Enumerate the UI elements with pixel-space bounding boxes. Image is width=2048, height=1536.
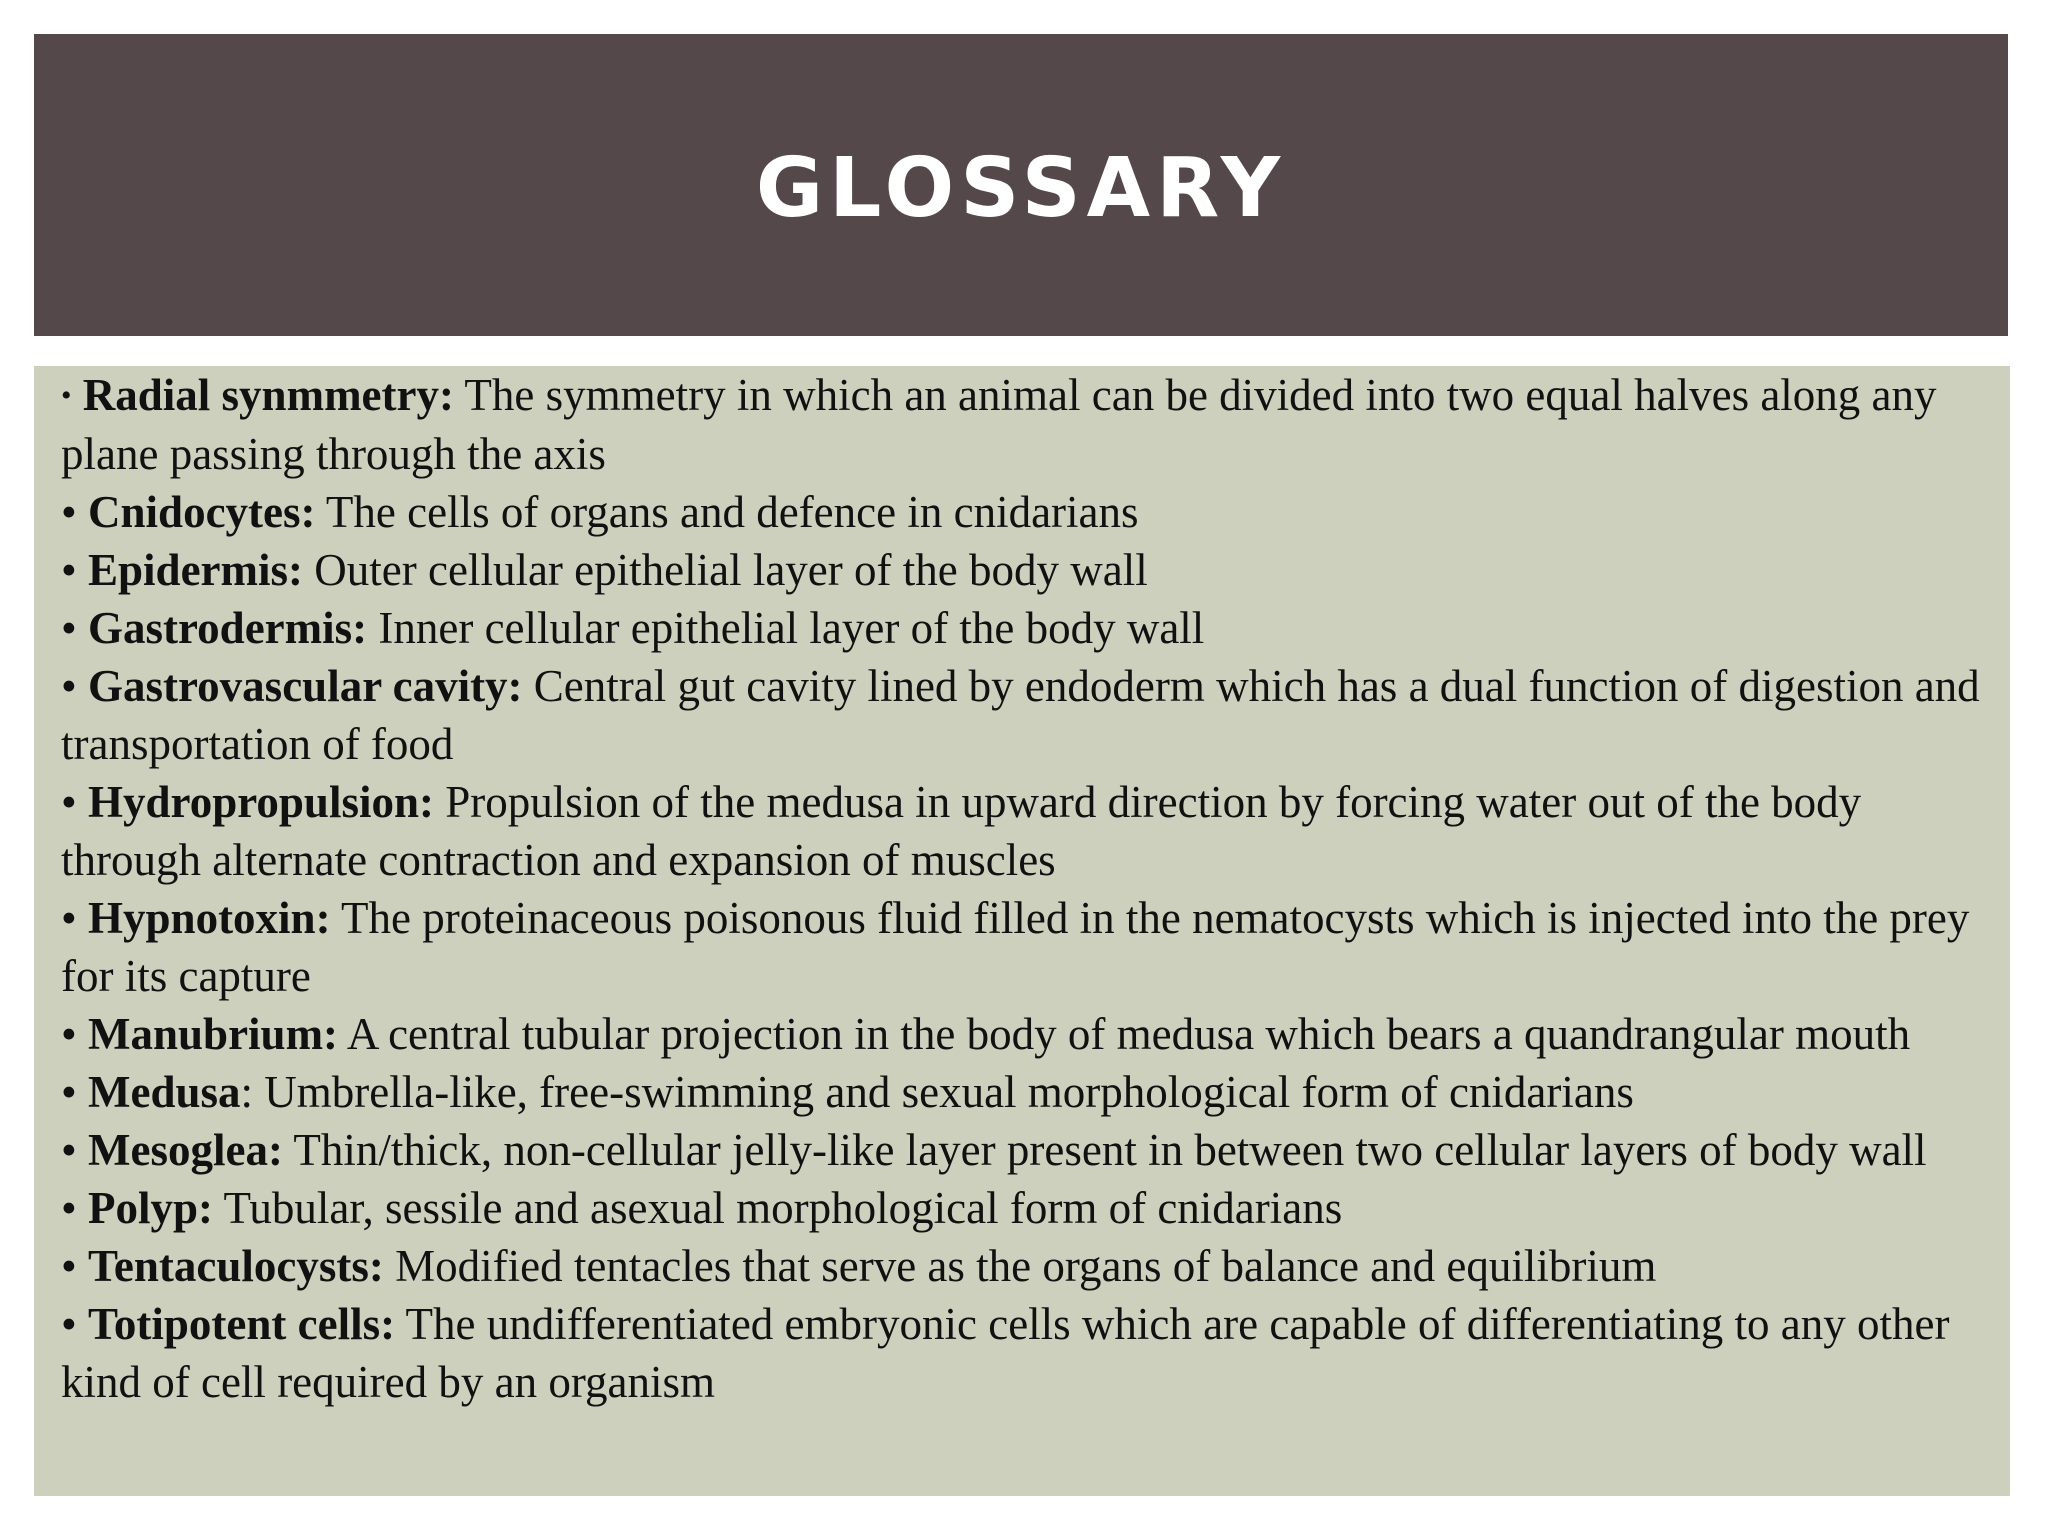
bullet: • <box>61 777 77 827</box>
glossary-definition: Thin/thick, non-cellular jelly-like layer present in between two cellular layers of body wall <box>282 1125 1927 1175</box>
glossary-definition: Central gut cavity lined by endoderm which has a dual function of digestion and transportation of food <box>61 661 1980 769</box>
bullet: • <box>61 1241 77 1291</box>
glossary-entry-mesoglea <box>61 1121 2011 1179</box>
glossary-entry-hypnotoxin <box>61 889 2011 1005</box>
glossary-term: Mesoglea: <box>88 1125 283 1175</box>
glossary-list <box>61 366 2011 1411</box>
bullet: • <box>61 661 77 711</box>
glossary-definition: Tubular, sessile and asexual morphological form of cnidarians <box>213 1183 1343 1233</box>
glossary-definition: : Umbrella-like, free-swimming and sexual morphological form of cnidarians <box>240 1067 1634 1117</box>
glossary-entry-medusa <box>61 1063 2011 1121</box>
glossary-entry-manubrium <box>61 1005 2011 1063</box>
glossary-term: Hydropropulsion: <box>88 777 434 827</box>
glossary-term: Cnidocytes: <box>88 487 316 537</box>
bullet: • <box>61 1183 77 1233</box>
bullet: • <box>61 545 77 595</box>
slide-header <box>34 34 2008 336</box>
glossary-entry-cnidocytes <box>61 483 2011 541</box>
glossary-definition: Modified tentacles that serve as the organs of balance and equilibrium <box>383 1241 1657 1291</box>
glossary-entry-tentaculocysts <box>61 1237 2011 1295</box>
glossary-definition: The cells of organs and defence in cnidarians <box>315 487 1139 537</box>
glossary-definition: Outer cellular epithelial layer of the body wall <box>303 545 1148 595</box>
bullet: • <box>61 1299 77 1349</box>
glossary-term: Hypnotoxin: <box>88 893 331 943</box>
glossary-term: Manubrium: <box>88 1009 339 1059</box>
glossary-definition: The undifferentiated embryonic cells which are capable of differentiating to any other kind of cell required by an organism <box>61 1299 1950 1407</box>
glossary-entry-radial-symmetry <box>61 366 2011 483</box>
glossary-definition: The symmetry in which an animal can be divided into two equal halves along any plane passing through the axis <box>61 370 1937 479</box>
glossary-term: Epidermis: <box>88 545 304 595</box>
glossary-definition: Propulsion of the medusa in upward direction by forcing water out of the body through alternate contraction and expansion of muscles <box>61 777 1862 885</box>
glossary-term: Totipotent cells: <box>88 1299 396 1349</box>
bullet: • <box>61 1067 77 1117</box>
glossary-term: Tentaculocysts: <box>88 1241 384 1291</box>
glossary-definition: The proteinaceous poisonous fluid filled in the nematocysts which is injected into the prey for its capture <box>61 893 1970 1001</box>
bullet: • <box>61 1125 77 1175</box>
glossary-definition: A central tubular projection in the body of medusa which bears a quandrangular mouth <box>338 1009 1911 1059</box>
glossary-entry-gastrovascular-cavity <box>61 657 2011 773</box>
bullet: • <box>61 379 72 412</box>
glossary-term: Radial synmmetry: <box>82 370 454 420</box>
glossary-term: Gastrodermis: <box>88 603 368 653</box>
bullet: • <box>61 487 77 537</box>
glossary-term: Medusa <box>88 1067 241 1117</box>
glossary-term: Gastrovascular cavity: <box>88 661 523 711</box>
glossary-entry-polyp <box>61 1179 2011 1237</box>
bullet: • <box>61 1009 77 1059</box>
glossary-definition: Inner cellular epithelial layer of the body wall <box>367 603 1205 653</box>
glossary-term: Polyp: <box>88 1183 214 1233</box>
slide-title: GLOSSARY <box>755 140 1287 236</box>
glossary-entry-hydropropulsion <box>61 773 2011 889</box>
glossary-entry-epidermis <box>61 541 2011 599</box>
bullet: • <box>61 893 77 943</box>
glossary-entry-totipotent-cells <box>61 1295 2011 1411</box>
glossary-entry-gastrodermis <box>61 599 2011 657</box>
bullet: • <box>61 603 77 653</box>
